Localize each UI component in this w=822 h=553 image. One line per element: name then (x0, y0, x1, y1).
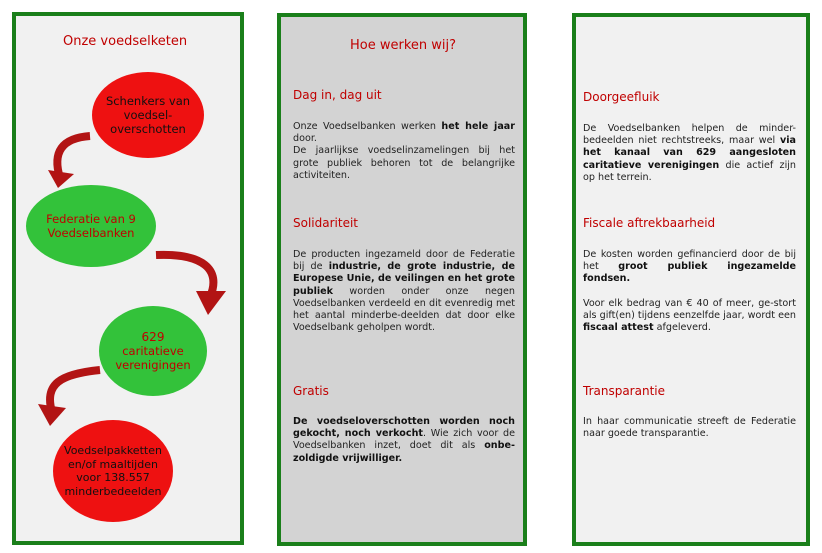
text-tax-deductible: De kosten worden gefinancierd door de bij het groot publiek ingezamelde fondsen. Voor elk bedrag van € 40 of meer, ge-stort als gift(en) tijdens eenzelfde jaar, wordt een fiscaal attest afgeleverd. (583, 249, 796, 334)
heading-free: Gratis (293, 384, 329, 398)
text-free: De voedseloverschotten worden noch gekocht, noch verkocht. Wie zich voor de Voedselbanken inzet, doet dit als onbe-zoldigde vrijwilliger. (293, 416, 515, 464)
heading-solidarity: Solidariteit (293, 216, 358, 230)
text-transparency: In haar communicatie streeft de Federatie naar goede transparantie. (583, 416, 796, 440)
text-day-in-day-out: Onze Voedselbanken werken het hele jaar door. De jaarlijkse voedselinzamelingen bij het grote publiek behoren tot de belangrijke activiteiten. (293, 121, 515, 181)
heading-channel: Doorgeefluik (583, 90, 660, 104)
heading-transparency: Transparantie (583, 384, 665, 398)
beneficiaries-label: Voedselpakketten en/of maaltijden voor 138.557 minderbedeelden (64, 444, 162, 498)
text-solidarity: De producten ingezameld door de Federatie bij de industrie, de grote industrie, de Europese Unie, de veilingen en het grote publiek worden onder onze negen Voedselbanken verdeeld en dit evenredig met het aantal minderbe-deelden dat door elke Voedselbank geholpen wordt. (293, 249, 515, 334)
federation-label: Federatie van 9 Voedselbanken (46, 212, 136, 240)
food-chain-title: Onze voedselketen (63, 34, 188, 49)
text-channel: De Voedselbanken helpen de minder-bedeelden niet rechtstreeks, maar wel via het kanaal van 629 aangesloten caritatieve verenigingen die actief zijn op het terrein. (583, 123, 796, 183)
heading-tax-deductible: Fiscale aftrekbaarheid (583, 216, 716, 230)
charities-count: 629 (141, 330, 165, 344)
oval-federation (26, 185, 156, 267)
donors-label: Schenkers van voedsel-overschotten (105, 94, 191, 136)
oval-beneficiaries (53, 420, 173, 522)
heading-day-in-day-out: Dag in, dag uit (293, 88, 382, 102)
curved-arrow-icon (40, 130, 110, 190)
how-we-work-title: Hoe werken wij? (350, 38, 457, 53)
charities-label: caritatieve verenigingen (115, 344, 191, 372)
